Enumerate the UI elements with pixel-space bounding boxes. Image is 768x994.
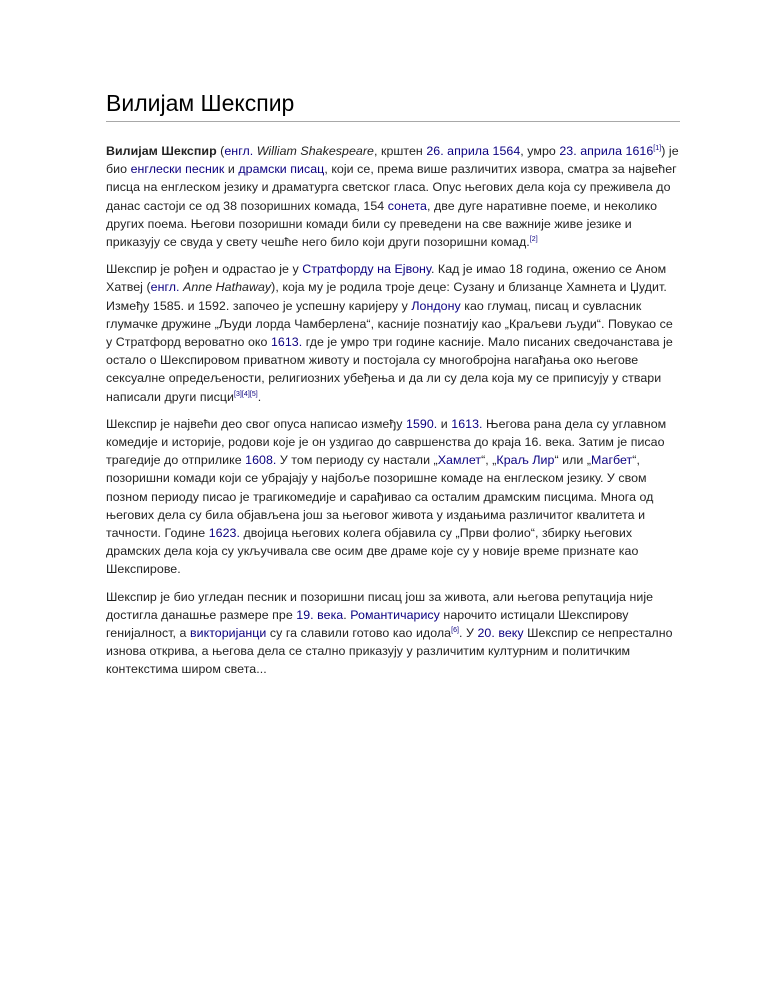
text-segment: Шекспир се непрестално изнова открива, а његова дела се стално приказују у различитим културним и политичким контекстима широм света...: [106, 626, 673, 677]
text-segment: Шекспир је био угледан песник и позоришни писац још за живота, али његова репутација није достигла данашње размере пре: [106, 589, 654, 622]
link-english-poet[interactable]: енглески песник: [130, 162, 225, 177]
paragraph-life: [106, 260, 680, 406]
text-segment: Шекспир је највећи део свог опуса написао између: [106, 416, 407, 431]
link-19th-century[interactable]: 19. века: [296, 607, 344, 622]
link-year-1623[interactable]: 1623.: [208, 526, 240, 541]
text-segment: и: [224, 162, 239, 177]
link-sonnets[interactable]: сонета: [387, 198, 427, 213]
link-baptism-date[interactable]: 26. априла 1564: [426, 144, 521, 158]
text-segment: , крштен: [374, 144, 427, 158]
link-stratford[interactable]: Стратфорду на Ејвону: [302, 262, 431, 277]
reference-link-1[interactable]: [1]: [653, 144, 662, 152]
article-body: [106, 142, 680, 679]
link-death-date[interactable]: 23. априла 1616: [559, 144, 654, 158]
text-segment: као глумац, писац и сувласник глумачке дружине „Људи лорда Чамберлена“, касније познатију као „Краљеви људи“. Повукао се у Стратфорд вероватно око: [106, 298, 673, 350]
reference-2: [530, 236, 538, 243]
link-year-1613[interactable]: 1613.: [451, 416, 483, 431]
link-romantics[interactable]: Романтичарису: [350, 607, 440, 622]
text-segment: , две дуге наративне поеме, и неколико других поема. Његови позоришни комади били су преведени на све важније живе језике и приказују се свуда у свету чешће него било који други позоришни комад.: [106, 198, 658, 250]
paragraph-works: [106, 415, 680, 579]
link-year-1613[interactable]: 1613.: [270, 335, 303, 350]
text-segment: “, „: [481, 453, 497, 468]
paragraph-legacy: [106, 588, 680, 679]
text-segment: и: [437, 416, 452, 431]
reference-6: [451, 627, 459, 634]
link-year-1590[interactable]: 1590.: [406, 416, 438, 431]
page-title: Вилијам Шекспир: [106, 88, 680, 122]
link-macbeth[interactable]: Магбет: [591, 453, 633, 468]
latin-name: Anne Hathaway: [183, 280, 272, 295]
text-segment: “ или „: [554, 453, 591, 468]
text-segment: .: [257, 389, 262, 404]
text-segment: , умро: [520, 144, 560, 158]
text-segment: .: [343, 607, 351, 622]
text-segment: су га славили готово као идола: [266, 626, 452, 641]
link-english-language[interactable]: енгл.: [224, 144, 254, 158]
text-segment: Шекспир је рођен и одрастао је у: [106, 262, 303, 277]
reference-link-6[interactable]: [6]: [451, 626, 460, 634]
link-year-1608[interactable]: 1608.: [245, 453, 277, 468]
link-20th-century[interactable]: 20. веку: [477, 626, 524, 641]
link-victorians[interactable]: викторијанци: [189, 626, 267, 641]
link-english-language[interactable]: енгл.: [150, 280, 180, 295]
reference-link-3-4-5[interactable]: [3][4][5]: [233, 390, 258, 398]
text-segment: где је умро три године касније. Мало писаних сведочанстава је остало о Шекспировом приватном животу и постојала су многобројна нагађања око његове сексуалне опредељености, религиозних убеђења и да ли су дела која му се приписују у ствари написали други писци: [106, 335, 673, 404]
link-king-lear[interactable]: Краљ Лир: [496, 453, 555, 468]
text-segment: , који се, према више различитих извора, сматра за највећег писца на енглеском језику и драматурга светског гласа. Опус његових дела која су преживела до данас састоји се од 38 позоришних комада, 154: [106, 162, 677, 213]
text-segment: Његова рана дела су углавном комедије и историје, родови које је он уздигао до савршенства до краја 16. века. Затим је писао трагедије до отприлике: [106, 416, 667, 468]
link-london[interactable]: Лондону: [411, 298, 461, 313]
text-segment: . У: [459, 626, 478, 641]
text-segment: . Кад је имао 18 година, оженио се Аном Хатвеј (: [106, 262, 667, 295]
subject-name: Вилијам Шекспир: [106, 144, 217, 158]
latin-name: William Shakespeare: [256, 144, 374, 158]
text-segment: двојица његових колега објавила су „Први фолио“, збирку његових драмских дела која су укључивала све осим две драме које су у новије време признате као Шекспирове.: [106, 526, 639, 577]
link-hamlet[interactable]: Хамлет: [437, 453, 482, 468]
text-segment: (: [216, 144, 225, 158]
reference-link-2[interactable]: [2]: [529, 235, 538, 243]
text-segment: нарочито истицали Шекспирову генијалност, а: [106, 607, 629, 641]
link-playwright[interactable]: драмски писац: [238, 162, 325, 177]
text-segment: У том периоду су настали „: [276, 453, 438, 468]
text-segment: ), која му је родила троје деце: Сузану и близанце Хамнета и Џудит. Између 1585. и 1592. започео је успешну каријеру у: [106, 280, 667, 313]
document-page: [106, 88, 680, 688]
reference-3-4-5: [234, 391, 258, 398]
text-segment: “, позоришни комади који се убрајају у најбоље позоришне комаде на енглеском језику. У свом позном периоду писао је трагикомедије и сарађивао са осталим драмским писцима. Многа од његових дела су била објављена још за његовог живота у издањима различитог квалитета и тачности. Године: [106, 453, 654, 541]
text-segment: ) је био: [106, 144, 679, 177]
paragraph-intro: [106, 142, 680, 251]
